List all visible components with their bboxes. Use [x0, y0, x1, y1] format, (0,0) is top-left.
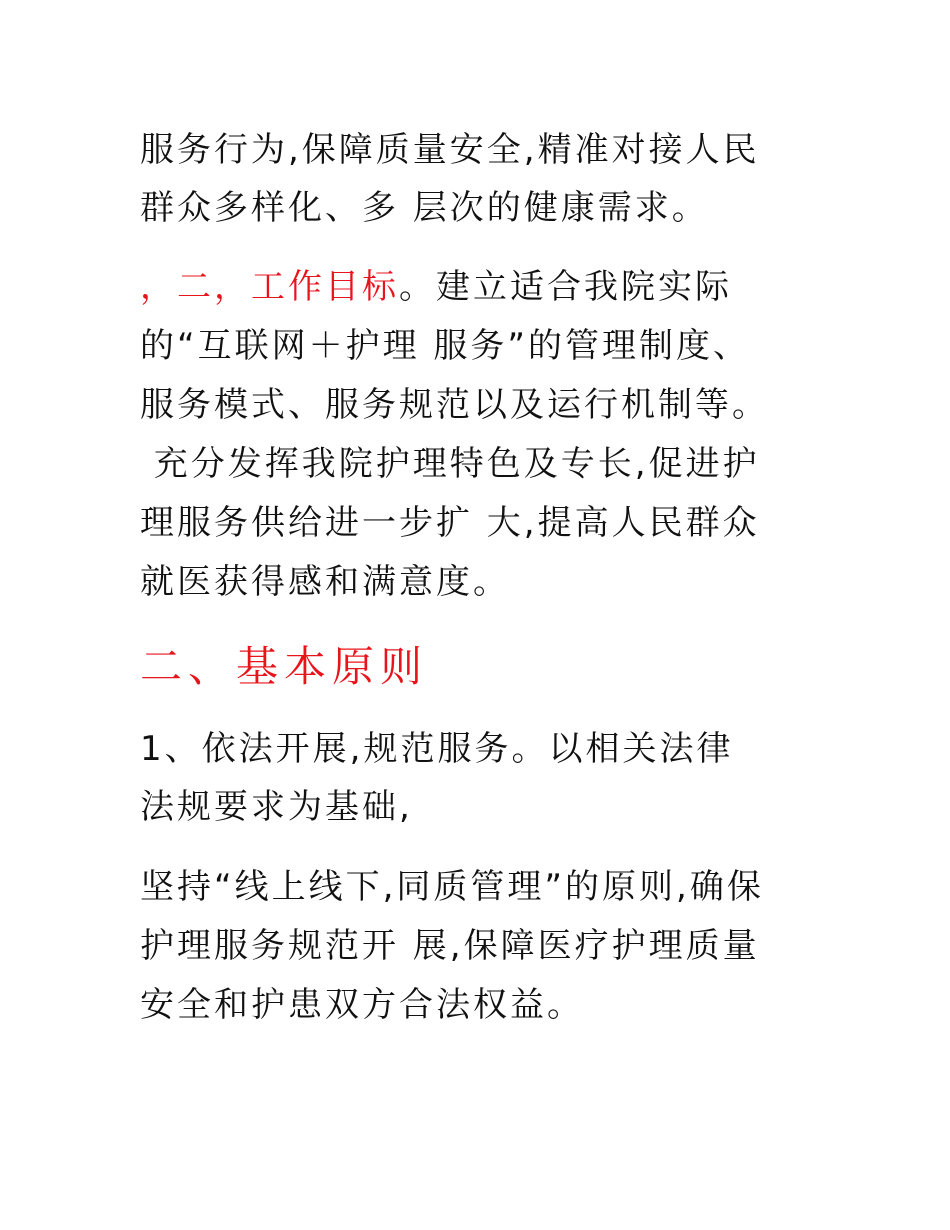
- para2-line-1: [140, 267, 732, 307]
- para2-line-1-text: 。建立适合我院实际: [399, 267, 732, 307]
- para4-line-2: 护理服务规范开 展,保障医疗护理质量: [140, 926, 760, 966]
- para1-line-1: 服务行为,保障质量安全,精准对接人民: [140, 130, 760, 170]
- subsection-heading: ，二，工作目标: [140, 267, 399, 307]
- para3-line-2: 法规要求为基础,: [140, 787, 413, 827]
- para4-line-3: 安全和护患双方合法权益。: [140, 985, 584, 1025]
- para3-line-1: 1、依法开展,规范服务。以相关法律: [140, 729, 734, 769]
- para2-line-3: 服务模式、服务规范以及运行机制等。: [140, 385, 769, 425]
- para4-line-1: 坚持“线上线下,同质管理”的原则,确保: [140, 867, 764, 907]
- para2-line-2: 的“互联网＋护理 服务”的管理制度、: [140, 326, 751, 366]
- section-heading: 二、基本原则: [140, 642, 429, 691]
- para2-line-4: 充分发挥我院护理特色及专长,促进护: [140, 444, 760, 484]
- para2-line-5: 理服务供给进一步扩 大,提高人民群众: [140, 503, 760, 543]
- para2-line-6: 就医获得感和满意度。: [140, 562, 510, 602]
- para1-line-2: 群众多样化、多 层次的健康需求。: [140, 188, 709, 228]
